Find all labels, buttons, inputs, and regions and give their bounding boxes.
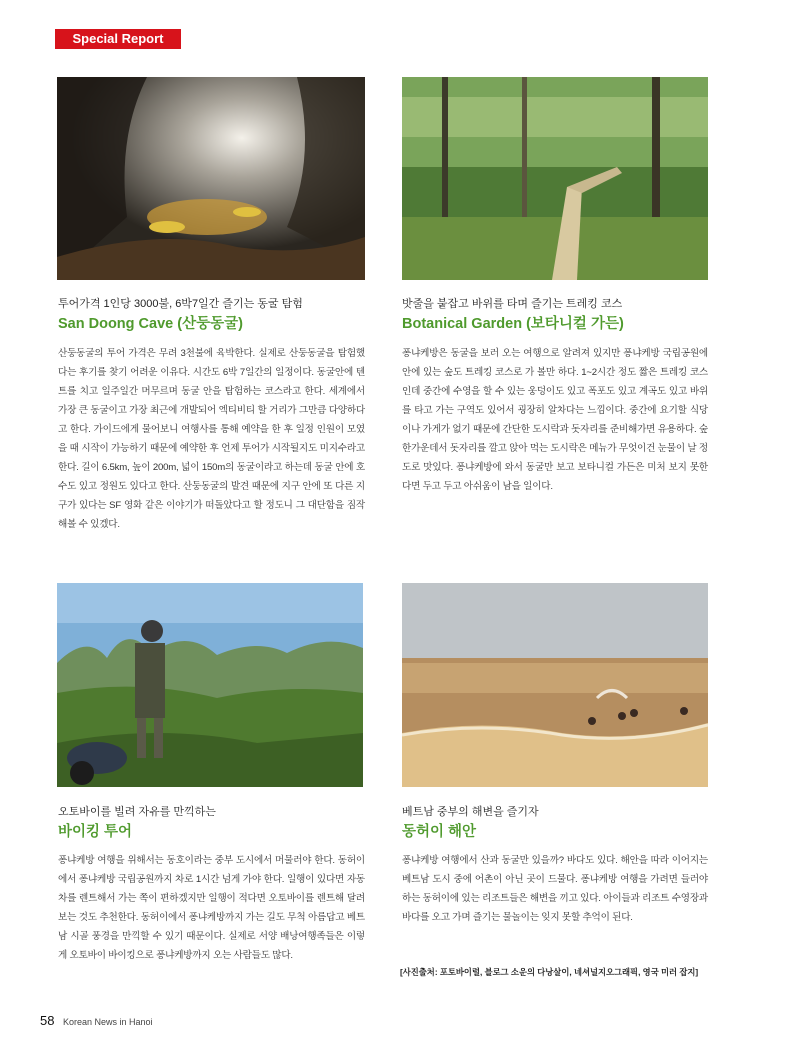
article-1-body: 산둥동굴의 투어 가격은 무려 3천불에 육박한다. 실제로 산둥동굴을 탐험했다는 후기를 찾기 어려운 이유다. 시간도 6박 7일간의 일정이다. 동굴안에 텐트를 치고 일주일간 머무르며 동굴 안을 탐험하는 코스라고 한다. 세계에서 가장 큰 동굴이고 가장 최근에 개발되어 엑티비티 할 거리가 그만큼 다양하다고 한다. 가이드에게 물어보니 여행사를 통해 예약을 한 후 일정 인원이 모였을 때 시작이 가능하기 때문에 예약한 후 언제 투어가 시작될지도 미지수라고 한다. 길이 6.5km, 높이 200m, 넓이 150m의 동굴이라고 하는데 동굴 안에 호수도 있고 정원도 있다고 한다. 산둥동굴의 발견 때문에 지구 안에 또 다른 지구가 있다는 SF 영화 같은 이야기가 떠돌았다고 할 정도니 그 대단함을 짐작해볼 수 있겠다. — [58, 348, 365, 530]
article-1-subtitle: 투어가격 1인당 3000불, 6박7일간 즐기는 동굴 탐험 — [58, 298, 303, 310]
article-3-title: 바이킹 투어 — [58, 824, 133, 840]
motorbike-rider-photo — [57, 583, 363, 787]
beach-photo — [402, 583, 708, 787]
cave-photo — [57, 77, 365, 280]
article-2-subtitle: 밧줄을 붙잡고 바위를 타며 즐기는 트레킹 코스 — [402, 298, 623, 310]
publication-name: Korean News in Hanoi — [62, 1017, 153, 1027]
article-1-title: San Doong Cave (산둥동굴) — [58, 316, 243, 332]
article-4-title: 동허이 해안 — [402, 824, 477, 840]
photo-credit: [사진출처: 포토바이럴, 블로그 소운의 다낭살이, 네셔널지오그래픽, 영국 미러 잡지] — [400, 967, 699, 977]
article-4-body: 퐁냐케방 여행에서 산과 동굴만 있을까? 바다도 있다. 해안을 따라 이어지는 베트남 도시 중에 어촌이 아닌 곳이 드물다. 퐁냐케방 여행을 가려면 들러야 하는 동허이에 있는 리조트들은 해변을 끼고 있다. 아이들과 리조트 수영장과 바다를 오고 가며 즐기는 물놀이는 잊지 못할 추억이 된다. — [402, 855, 708, 923]
article-3-body: 퐁냐케방 여행을 위해서는 동호이라는 중부 도시에서 머물러야 한다. 동허이에서 퐁냐케방 국립공원까지 차로 1시간 넘게 가야 한다. 일행이 있다면 자동차를 렌트해서 가는 쪽이 편하겠지만 일행이 적다면 오토바이를 렌트해 달려보는 것도 추천한다. 동허이에서 퐁냐케방까지 가는 길도 무척 아름답고 베트남 시골 풍경을 만끽할 수 있기 때문이다. 실제로 서양 배낭여행족들은 이렇게 오토바이 바이킹으로 퐁냐케방까지 오는 사람들도 많다. — [58, 855, 365, 961]
section-badge: Special Report — [55, 29, 181, 49]
forest-bridge-photo — [402, 77, 708, 280]
page-footer — [40, 1013, 153, 1028]
article-2-title: Botanical Garden (보타니컬 가든) — [402, 316, 624, 332]
page-number: 58 — [40, 1013, 55, 1028]
article-4-subtitle: 베트남 중부의 해변을 즐기자 — [402, 806, 539, 818]
article-3-subtitle: 오토바이를 빌려 자유를 만끽하는 — [58, 806, 216, 818]
article-2-body: 퐁냐케방은 동굴을 보러 오는 여행으로 알려져 있지만 퐁냐케방 국립공원에 안에 있는 숲도 트레킹 코스로 가 볼만 하다. 1~2시간 정도 짧은 트레킹 코스인데 중간에 수영을 할 수 있는 웅덩이도 있고 폭포도 있고 계곡도 있고 바위를 타고 가는 구역도 있어서 굉장히 알차다는 느낌이다. 중간에 요기할 식당이나 가게가 없기 때문에 간단한 도시락과 돗자리를 준비해가면 유용하다. 숲 한가운데서 돗자리를 깔고 앉아 먹는 도시락은 메뉴가 무엇이건 눈물이 날 정도로 맛있다. 퐁냐케방에 와서 동굴만 보고 보타니컬 가든은 미처 보지 못한다면 두고 두고 아쉬움이 남을 일이다. — [402, 348, 708, 492]
